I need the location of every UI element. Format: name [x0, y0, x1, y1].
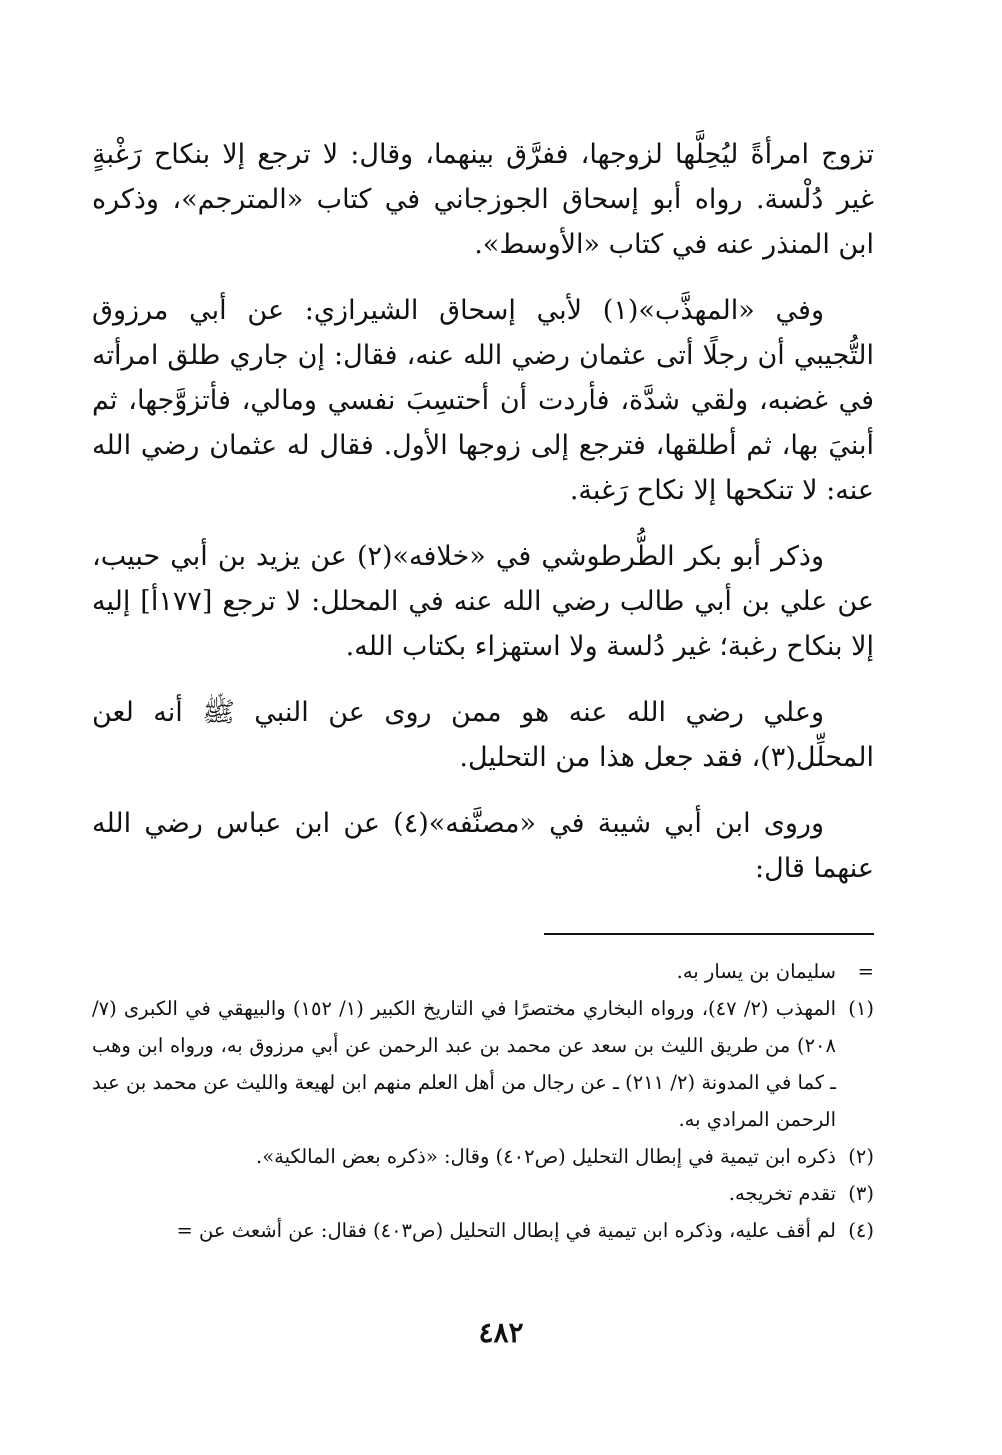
footnote-text: لم أقف عليه، وذكره ابن تيمية في إبطال التحليل (ص٤٠٣) فقال: عن أشعث عن = [176, 1219, 836, 1242]
footnotes [92, 953, 874, 1249]
footnote-number: (٢) [848, 1145, 874, 1168]
footnote-item [92, 1138, 874, 1175]
footnote-text: تقدم تخريجه. [728, 1182, 836, 1205]
footnote-number: (٣) [848, 1182, 874, 1205]
paragraph: تزوج امرأةً ليُحِلَّها لزوجها، ففرَّق بينهما، وقال: لا ترجع إلا بنكاح رَغْبةٍ غير دُلْسة. رواه أبو إسحاق الجوزجاني في كتاب «المترجم»، وذكره ابن المنذر عنه في كتاب «الأوسط». [92, 139, 874, 260]
page-number: ٤٨٢ [478, 1316, 524, 1349]
footnote-text: ذكره ابن تيمية في إبطال التحليل (ص٤٠٢) وقال: «ذكره بعض المالكية». [256, 1145, 836, 1168]
footnote-item [92, 953, 874, 990]
footnote-number: = [857, 960, 874, 983]
footnote-text: المهذب (٢/ ٤٧)، ورواه البخاري مختصرًا في التاريخ الكبير (١/ ١٥٢) والبيهقي في الكبرى (٧/ ٢٠٨) من طريق الليث بن سعد عن محمد بن عبد الرحمن عن أبي مرزوق به، ورواه ابن وهب ـ كما في المدونة (٢/ ٢١١) ـ عن رجال من أهل العلم منهم ابن لهيعة والليث عن محمد بن عبد الرحمن المرادي به. [92, 997, 837, 1131]
main-text [92, 132, 874, 912]
paragraph: وذكر أبو بكر الطُّرطوشي في «خلافه»(٢) عن يزيد بن أبي حبيب، عن علي بن أبي طالب رضي الله عنه في المحلل: لا ترجع [١٧٧أ] إليه إلا بنكاح رغبة؛ غير دُلسة ولا استهزاء بكتاب الله. [92, 541, 874, 662]
footnote-divider [544, 933, 874, 935]
footnote-item [92, 1212, 874, 1249]
footnote-item [92, 1175, 874, 1212]
paragraph: وعلي رضي الله عنه هو ممن روى عن النبي ﷺ أنه لعن المحلِّل(٣)، فقد جعل هذا من التحليل. [92, 697, 874, 773]
footnote-item [92, 990, 874, 1138]
paragraph: وروى ابن أبي شيبة في «مصنَّفه»(٤) عن ابن عباس رضي الله عنهما قال: [92, 808, 874, 884]
footnote-number: (٤) [848, 1219, 874, 1242]
footnote-number: (١) [848, 997, 874, 1020]
footnote-text: سليمان بن يسار به. [676, 960, 836, 983]
paragraph: وفي «المهذَّب»(١) لأبي إسحاق الشيرازي: عن أبي مرزوق التُّجيبي أن رجلًا أتى عثمان رضي الله عنه، فقال: إن جاري طلق امرأته في غضبه، ولقي شدَّة، فأردت أن أحتسِبَ نفسي ومالي، فأتزوَّجها، ثم أبنيَ بها، ثم أطلقها، فترجع إلى زوجها الأول. فقال له عثمان رضي الله عنه: لا تنكحها إلا نكاح رَغبة. [92, 295, 874, 506]
